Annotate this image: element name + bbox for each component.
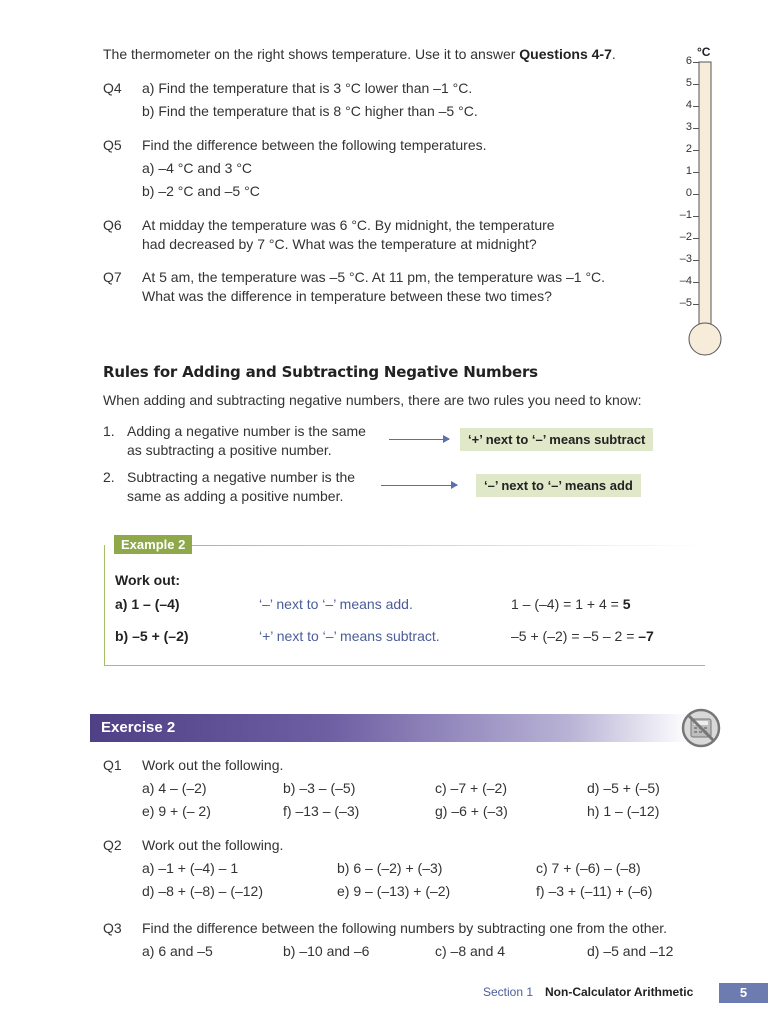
ex-q1-item: c) –7 + (–2) xyxy=(435,780,507,796)
rule2-line2: same as adding a positive number. xyxy=(127,488,344,504)
ex-q1-item: b) –3 – (–5) xyxy=(283,780,356,796)
ex-q3-item: a) 6 and –5 xyxy=(142,943,213,959)
footer-section: Section 1 xyxy=(483,985,534,999)
thermometer-tick-mark xyxy=(693,260,699,261)
example-a-working: 1 – (–4) = 1 + 4 = 5 xyxy=(511,596,631,612)
ex-q2-item: b) 6 – (–2) + (–3) xyxy=(337,860,443,876)
q7-line1: At 5 am, the temperature was –5 °C. At 11 pm, the temperature was –1 °C. xyxy=(142,269,606,285)
ex-q1-item: f) –13 – (–3) xyxy=(283,803,360,819)
example-b-note: ‘+’ next to ‘–’ means subtract. xyxy=(259,628,440,644)
thermometer-tick-mark xyxy=(693,150,699,151)
rule1-arrow xyxy=(389,439,449,440)
q6-line1: At midday the temperature was 6 °C. By midnight, the temperature xyxy=(142,217,555,233)
q4-part-a: a) Find the temperature that is 3 °C lower than –1 °C. xyxy=(142,80,473,96)
intro-bold: Questions 4-7 xyxy=(519,46,612,62)
example-b-answer: –7 xyxy=(638,628,654,644)
example-a-answer: 5 xyxy=(622,596,631,612)
rule2-box: ‘–’ next to ‘–’ means add xyxy=(476,474,641,497)
thermometer-tick-label: –2 xyxy=(679,231,692,243)
ex-q1-item: d) –5 + (–5) xyxy=(587,780,660,796)
footer-title: Non-Calculator Arithmetic xyxy=(545,985,694,999)
thermometer-tick-label: –4 xyxy=(679,275,692,287)
q5-part-a: a) –4 °C and 3 °C xyxy=(142,160,253,176)
rule2-line1: Subtracting a negative number is the xyxy=(127,469,356,485)
thermometer-tick-label: 5 xyxy=(685,77,692,89)
ex-q1-item: h) 1 – (–12) xyxy=(587,803,660,819)
ex-q2-item: e) 9 – (–13) + (–2) xyxy=(337,883,451,899)
ex-q2-text: Work out the following. xyxy=(142,837,284,853)
thermometer-unit: °C xyxy=(697,45,711,59)
thermometer-tick-label: 6 xyxy=(685,55,692,67)
thermometer-tick-mark xyxy=(693,238,699,239)
no-calculator-icon xyxy=(681,708,721,748)
ex-q3-text: Find the difference between the following numbers by subtracting one from the other. xyxy=(142,920,668,936)
thermometer-tick-label: –3 xyxy=(679,253,692,265)
thermometer-tick-mark xyxy=(693,84,699,85)
ex-q2-number: Q2 xyxy=(103,837,122,853)
ex-q2-item: f) –3 + (–11) + (–6) xyxy=(536,883,653,899)
example-b-working: –5 + (–2) = –5 – 2 = –7 xyxy=(511,628,654,644)
thermometer-tick-mark xyxy=(693,106,699,107)
exercise-title: Exercise 2 xyxy=(101,719,176,736)
thermometer-tick-label: 4 xyxy=(685,99,692,111)
thermometer-tick-mark xyxy=(693,282,699,283)
rule1-line1: Adding a negative number is the same xyxy=(127,423,366,439)
exercise-bar xyxy=(90,714,690,742)
ex-q2-item: a) –1 + (–4) – 1 xyxy=(142,860,239,876)
q5-number: Q5 xyxy=(103,137,122,153)
ex-q2-item: c) 7 + (–6) – (–8) xyxy=(536,860,641,876)
page-number: 5 xyxy=(719,983,768,1003)
example-a-question: a) 1 – (–4) xyxy=(115,596,180,612)
ex-q2-item: d) –8 + (–8) – (–12) xyxy=(142,883,264,899)
q7-line2: What was the difference in temperature between these two times? xyxy=(142,288,552,304)
example-topline xyxy=(190,545,704,546)
example-b-question: b) –5 + (–2) xyxy=(115,628,189,644)
ex-q1-text: Work out the following. xyxy=(142,757,284,773)
thermometer xyxy=(676,42,736,362)
q4-part-b: b) Find the temperature that is 8 °C higher than –5 °C. xyxy=(142,103,478,119)
ex-q1-item: a) 4 – (–2) xyxy=(142,780,207,796)
example-tag: Example 2 xyxy=(114,535,192,554)
thermometer-tick-mark xyxy=(693,216,699,217)
ex-q3-item: c) –8 and 4 xyxy=(435,943,506,959)
q5-part-b: b) –2 °C and –5 °C xyxy=(142,183,260,199)
ex-q1-item: g) –6 + (–3) xyxy=(435,803,508,819)
thermometer-tick-label: 1 xyxy=(685,165,692,177)
rule1-number: 1. xyxy=(103,423,115,439)
q7-number: Q7 xyxy=(103,269,122,285)
thermometer-tick-mark xyxy=(693,304,699,305)
thermometer-tick-label: 0 xyxy=(685,187,692,199)
thermometer-tick-label: 3 xyxy=(685,121,692,133)
thermometer-tick-label: –1 xyxy=(679,209,692,221)
q4-number: Q4 xyxy=(103,80,122,96)
rule1-line2: as subtracting a positive number. xyxy=(127,442,332,458)
thermometer-tick-label: 2 xyxy=(685,143,692,155)
ex-q1-number: Q1 xyxy=(103,757,122,773)
thermometer-tick-mark xyxy=(693,194,699,195)
thermometer-tick-mark xyxy=(693,172,699,173)
rule1-box: ‘+’ next to ‘–’ means subtract xyxy=(460,428,653,451)
q6-number: Q6 xyxy=(103,217,122,233)
thermometer-tick-mark xyxy=(693,128,699,129)
rules-intro: When adding and subtracting negative numbers, there are two rules you need to know: xyxy=(103,392,642,408)
ex-q3-item: b) –10 and –6 xyxy=(283,943,370,959)
rule2-number: 2. xyxy=(103,469,115,485)
example-a-note: ‘–’ next to ‘–’ means add. xyxy=(259,596,413,612)
thermometer-tick-mark xyxy=(693,62,699,63)
thermometer-graphic xyxy=(676,42,736,362)
intro-text: The thermometer on the right shows temperature. Use it to answer Questions 4-7. xyxy=(103,46,616,62)
rule2-arrow xyxy=(381,485,457,486)
example-workout: Work out: xyxy=(115,572,181,588)
ex-q1-item: e) 9 + (– 2) xyxy=(142,803,211,819)
q6-line2: had decreased by 7 °C. What was the temperature at midnight? xyxy=(142,236,537,252)
thermometer-tick-label: –5 xyxy=(679,297,692,309)
q5-text: Find the difference between the following temperatures. xyxy=(142,137,487,153)
ex-q3-item: d) –5 and –12 xyxy=(587,943,674,959)
rules-heading: Rules for Adding and Subtracting Negative Numbers xyxy=(103,363,538,381)
ex-q3-number: Q3 xyxy=(103,920,122,936)
